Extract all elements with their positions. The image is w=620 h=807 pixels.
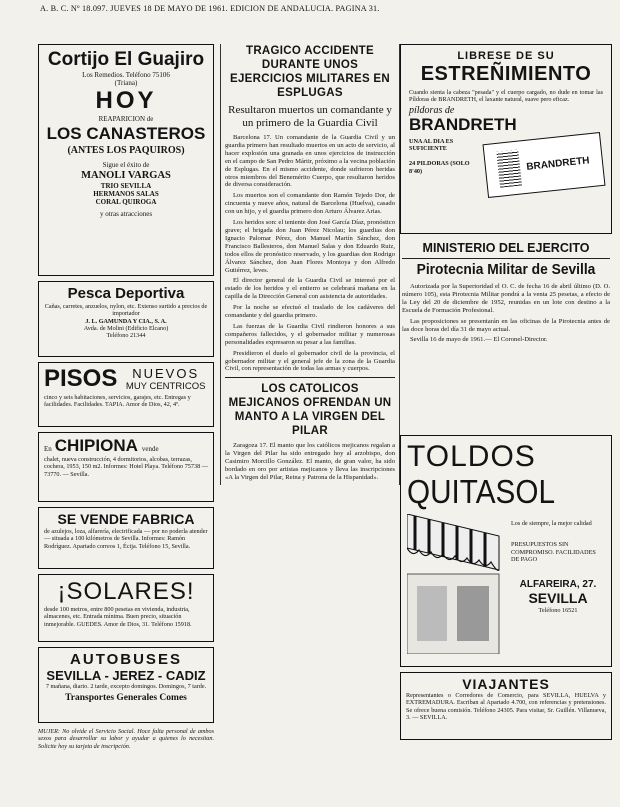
estrenimiento-title: ESTREÑIMIENTO xyxy=(420,63,592,85)
pesca-title: Pesca Deportiva xyxy=(67,285,185,302)
ministerio-signature: Sevilla 16 de mayo de 1961.— El Coronel-Director. xyxy=(410,336,548,344)
fabrica-title: SE VENDE FABRICA xyxy=(57,511,195,527)
pildoras-label: píldoras de xyxy=(409,104,455,116)
cortijo-guajiro-ad xyxy=(38,44,214,276)
article1-paragraph: Los muertos son el comandante don Ramón Tejedo Dor, de cincuenta y nueve años, natural de Barcelona (Huelva), casado con un hijo, y el guardia primero don Arturo Álvarez Arias. xyxy=(225,192,395,216)
chipiona-vende: vende xyxy=(141,445,159,453)
quitasol-brand: QUITASOL xyxy=(407,473,555,510)
act-1: TRIO SEVILLA xyxy=(100,181,152,190)
left-ads-column xyxy=(38,44,214,750)
artist-name: MANOLI VARGAS xyxy=(81,169,171,181)
pesca-address: Avda. de Molini (Edificio Elcano) xyxy=(83,324,169,332)
article1-paragraph: Barcelona 17. Un comandante de la Guardia Civil y un guardia primero han resultado muertos en un acto de servicio, al hacer explosión una granada en unos ejercicios de instrucción en el campo de San Pedro Mártir, próximo a la vecina población de Esplugas. En el mismo accidente, donde sufrieron heridas otros miembros del Benemérito Cuerpo, que resultaron heridos de diversa consideración. xyxy=(225,134,395,189)
fabrica-ad xyxy=(38,507,214,569)
brandreth-ad xyxy=(400,44,612,234)
cortijo-address: Los Remedios. Teléfono 75106 xyxy=(82,71,170,79)
chipiona-ad xyxy=(38,432,214,502)
pisos-body: cinco y seis habitaciones, servicios, garajes, etc. Entregas y facilidades. Facilidades. TAPIA. Amor de Dios, 42, 4º. xyxy=(44,394,191,409)
article1-paragraph: Las fuerzas de la Guardia Civil rindieron honores a sus compañeros fallecidos, y el gobernador militar y numerosas personalidades expresaron su pesar a las familias. xyxy=(225,322,395,346)
box-brand-label: BRANDRETH xyxy=(525,154,590,173)
article2-paragraph: Zaragoza 17. El manto que los católicos mejicanos regalan a la Virgen del Pilar ha sido entregado hoy al arzobispo, don Casimiro Morcillo González. El manto, de gran valor, ha sido bordado en oro por artistas mejicanos y lleva las inscripciones «A la Virgen del Pilar, Reina y Patrona de la Hispanidad». xyxy=(225,442,395,481)
article1-paragraph: Los heridos son: el teniente don José García Díaz, pronóstico grave; el brigada don Juan Pérez Nicolau; los guardias don Ignacio Palomar Pérez, don Manuel Martín Sánchez, don Francisco Ballesteros, don Manuel Salas y don Eduardo Ruiz, todos ellos de pronóstico reservado, y los guardias don Rodrigo Álvarez Sánchez, don Juan Flores Montoya y don Alfredo Gutiérrez, leves. xyxy=(225,219,395,274)
ministerio-paragraph: Autorizada por la Superioridad el O. C. de fecha 16 de abril último (D. O. número 105), esta Pirotecnia Militar pondrá a la venta 25 pesetas, a efecto de la Ley del 20 de diciembre de 1952, reunidas en un lote con destino a la Escuela de Formación Profesional. xyxy=(402,283,610,314)
viajantes-title: VIAJANTES xyxy=(462,676,550,692)
autobuses-route: SEVILLA - JEREZ - CADIZ xyxy=(46,668,206,683)
act-3: CORAL QUIROGA xyxy=(95,198,157,207)
page-header: A. B. C. Nº 18.097. JUEVES 18 DE MAYO DE 1961. EDICION DE ANDALUCIA. PAGINA 31. xyxy=(40,4,380,13)
pill-box-image xyxy=(483,132,606,198)
pesca-ad xyxy=(38,281,214,357)
act-2: HERMANOS SALAS xyxy=(93,190,159,199)
pesca-body: Cañas, carretes, anzuelos, nylon, etc. Extenso surtido a precios de importador xyxy=(44,303,208,318)
ministerio-notice xyxy=(400,239,612,429)
pisos-title: PISOS xyxy=(44,365,118,392)
solares-body: desde 100 metros, entre 800 pesetas en vivienda, industria, almacenes, etc. Entrada mínima. Buen precio, situación inmejorable. GUEDES. Amor de Dios, 31. Teléfono 15918. xyxy=(44,606,192,628)
toldos-city: SEVILLA xyxy=(528,590,588,607)
chipiona-en: En xyxy=(44,445,52,453)
article-divider xyxy=(225,377,395,378)
article1-subhead: Resultaron muertos un comandante y un primero de la Guardia Civil xyxy=(228,104,392,129)
toldos-title: TOLDOS xyxy=(407,440,536,473)
pirotecnia-title: Pirotecnia Militar de Sevilla xyxy=(416,261,596,278)
pisos-centricos: MUY CENTRICOS xyxy=(125,380,206,392)
autobuses-company: Transportes Generales Comes xyxy=(65,693,187,704)
toldos-phone: Teléfono 16521 xyxy=(538,607,578,615)
right-ads-column xyxy=(400,44,612,745)
pesca-phone: Teléfono 21344 xyxy=(106,332,146,340)
una-al-dia: UNA AL DIA ES SUFICIENTE xyxy=(409,137,454,153)
center-article-column xyxy=(220,44,400,485)
pesca-company: J. L. GAMUNDA Y CIA., S. A. xyxy=(85,317,167,325)
cortijo-area: (Triana) xyxy=(114,79,138,88)
pisos-ad xyxy=(38,362,214,427)
hoy-heading: HOY xyxy=(95,87,157,115)
antes-label: (ANTES LOS PAQUIROS) xyxy=(67,144,185,156)
librese-body: Cuando sienta la cabeza "pesada" y el cuerpo cargado, no dude en tomar las Píldoras de BRANDRETH, el laxante natural, suave pero eficaz. xyxy=(409,89,603,104)
solares-ad xyxy=(38,574,214,642)
toldos-quitasol-ad xyxy=(400,435,612,667)
toldos-side-text-1: Los de siempre, la mejor calidad xyxy=(511,520,592,527)
los-canasteros-title: LOS CANASTEROS xyxy=(46,123,206,143)
more-acts: y otras atracciones xyxy=(99,210,153,219)
brandreth-brand: BRANDRETH xyxy=(409,114,517,134)
con-label: Sigue el éxito de xyxy=(102,160,150,169)
librese-top: LIBRESE DE SU xyxy=(457,50,555,62)
autobuses-title: AUTOBUSES xyxy=(70,651,182,668)
article1-paragraph: Presidieron el duelo el gobernador civil de la provincia, el gobernador militar y el general jefe de la zona de la Guardia Civil, con representación de todas las armas y cuerpos. xyxy=(225,349,395,373)
autobuses-body: 7 mañana, diario. 2 tarde, excepto domingos. Domingos, 7 tarde. xyxy=(45,683,207,690)
solares-title: ¡SOLARES! xyxy=(57,578,195,605)
toldos-side-text-2: PRESUPUESTOS SIN COMPROMISO. FACILIDADES DE PAGO xyxy=(511,541,596,563)
mujer-notice: MUJER: No olvide el Servicio Social. Hoce falta personal de ambos sexos para desarrollar su labor y ayudar a quienes lo necesitan. Solicite hoy su tarjeta de inscripción. xyxy=(38,728,214,750)
chipiona-body: chalet, nueva construcción, 4 dormitorios, alcobas, terrazas, cochera, 1953, 150 m2. Informes: Hotel Playa. Teléfono 75738 — 73770. — Sevilla. xyxy=(44,456,208,478)
article1-headline: TRAGICO ACCIDENTE DURANTE UNOS EJERCICIOS MILITARES EN ESPLUGAS xyxy=(229,45,391,99)
fabrica-body: de azulejos, loza, alfarería, electrificada — por no poderla atender — situada a 100 kilómetros de Sevilla. Informes: Ramón Rodríguez. Apartado correos 1, Écija. Teléfono 15, Sevilla. xyxy=(44,528,208,550)
ministerio-paragraph: Las proposiciones se presentarán en las oficinas de la Pirotecnia antes de las doce horas del día 31 de mayo actual. xyxy=(402,317,610,333)
toldos-street: ALFAREIRA, 27. xyxy=(519,579,597,591)
chipiona-title: CHIPIONA xyxy=(54,436,138,455)
viajantes-ad xyxy=(400,672,612,740)
autobuses-ad xyxy=(38,647,214,723)
cortijo-title: Cortijo El Guajiro xyxy=(47,49,205,70)
awning-drawing xyxy=(407,514,503,654)
awning-illustration xyxy=(407,514,503,654)
pisos-nuevos: NUEVOS xyxy=(132,365,200,381)
viajantes-body: Representantes o Corredores de Comercio, para SEVILLA, HUELVA y EXTREMADURA. Escriban al Apartado 4.700, con referencias y pretensiones. Se ofrece buena comisión. Teléfono 24305. Para visitar, Sr. Guillén. Villanueva, 3. — SEVILLA. xyxy=(406,692,606,721)
article1-paragraph: El director general de la Guardia Civil se interesó por el estado de los heridos y el entierro se celebrará mañana en la capilla de la Dirección General con asistencia de autoridades. xyxy=(225,277,395,301)
reaparicion-label: REAPARICION de xyxy=(98,115,154,124)
ministerio-title: MINISTERIO DEL EJERCITO xyxy=(422,241,590,255)
brandreth-price: 24 PILDORAS (SOLO 8'40) xyxy=(409,160,470,175)
article2-headline: LOS CATOLICOS MEJICANOS OFRENDAN UN MANTO A LA VIRGEN DEL PILAR xyxy=(228,383,392,438)
article1-paragraph: Por la noche se efectuó el traslado de los cadáveres del comandante y del guardia primero. xyxy=(225,304,395,320)
